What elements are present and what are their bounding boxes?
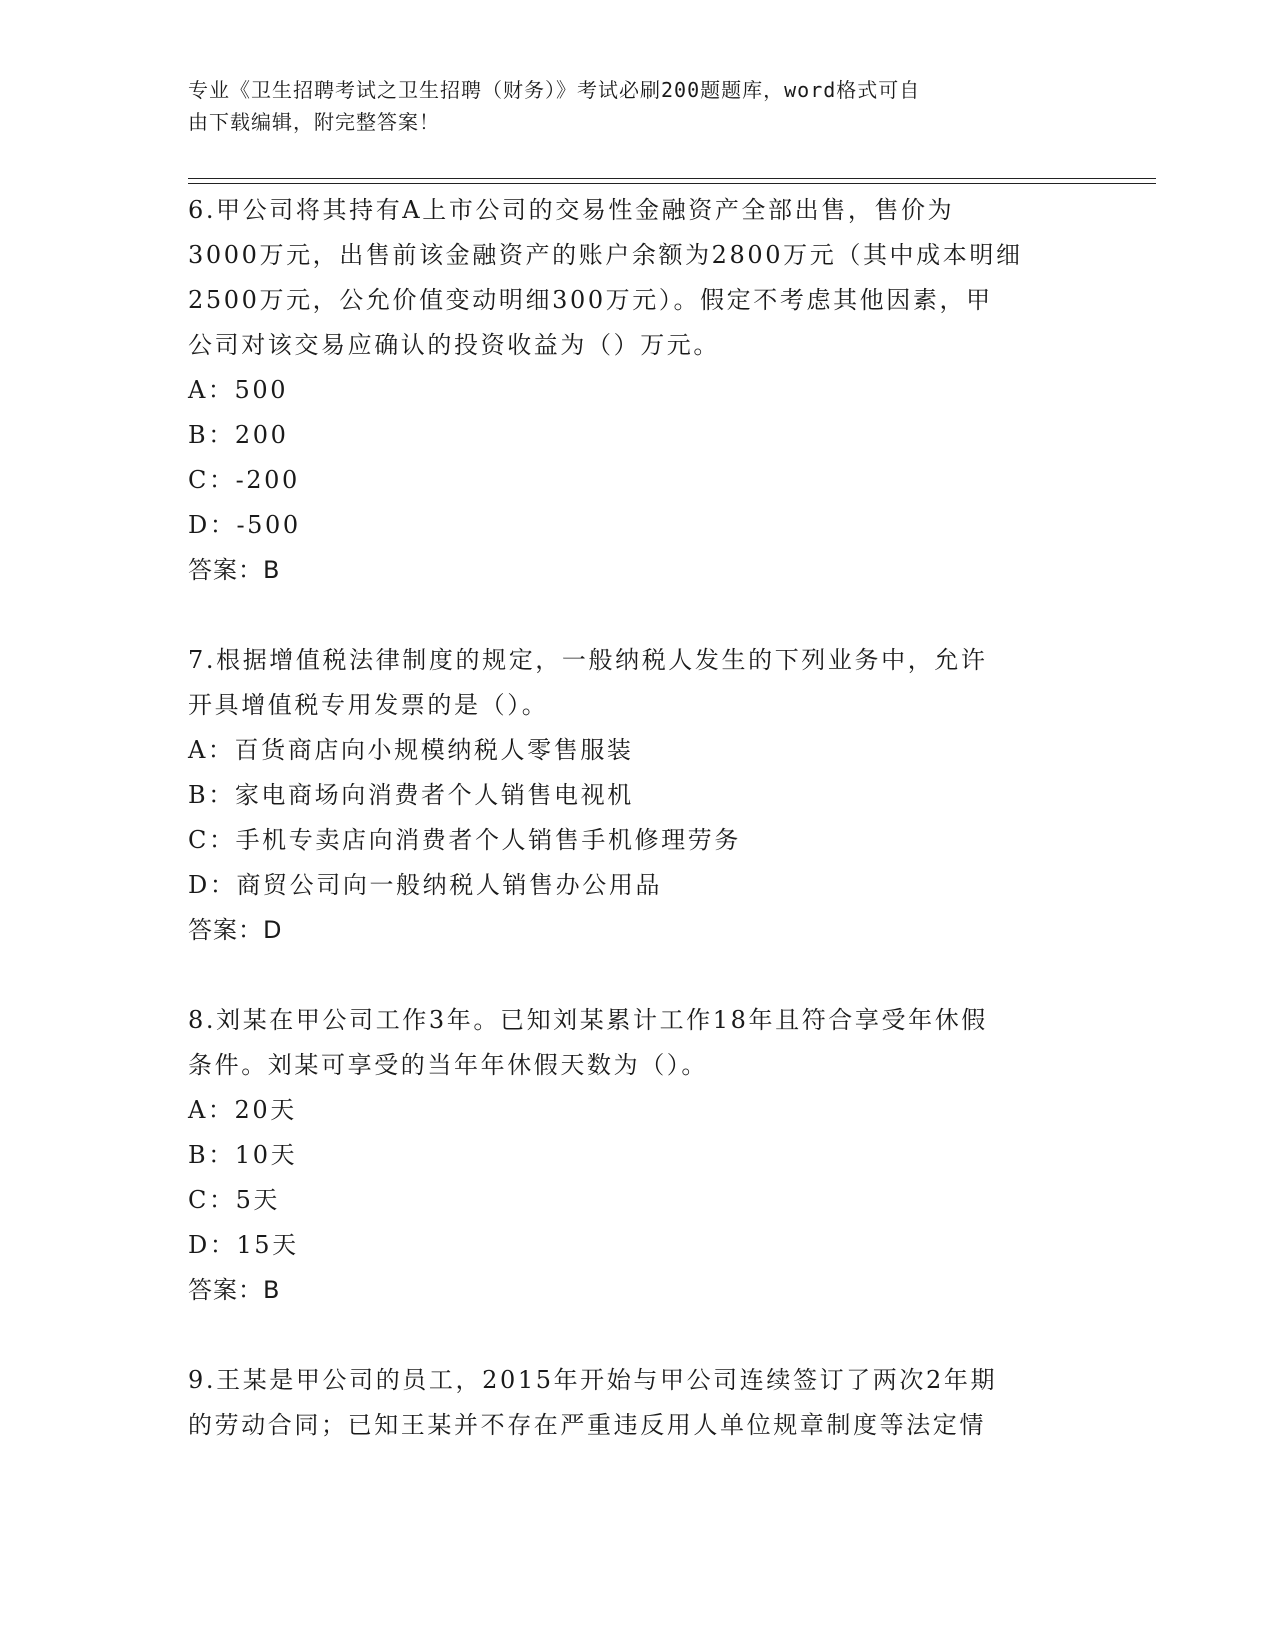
- document-header: [188, 74, 1068, 138]
- option-b: B：200: [188, 421, 289, 449]
- answer-line: 答案：D: [188, 916, 283, 944]
- question-stem-line: 公司对该交易应确认的投资收益为（）万元。: [188, 331, 720, 359]
- option-c: C：手机专卖店向消费者个人销售手机修理劳务: [188, 826, 741, 854]
- question-stem-line: 6.甲公司将其持有A上市公司的交易性金融资产全部出售，售价为: [188, 196, 955, 224]
- option-a: A：百货商店向小规模纳税人零售服装: [188, 736, 634, 764]
- question-9: [188, 1358, 1088, 1448]
- option-d: D：-500: [188, 511, 301, 539]
- option-d: D：商贸公司向一般纳税人销售办公用品: [188, 871, 663, 899]
- option-a: A：500: [188, 376, 289, 404]
- question-8: [188, 998, 1088, 1313]
- option-b: B：10天: [188, 1141, 298, 1169]
- header-line-1: 专业《卫生招聘考试之卫生招聘（财务）》考试必刷200题题库，word格式可自: [188, 78, 921, 102]
- option-a: A：20天: [188, 1096, 297, 1124]
- question-stem-line: 8.刘某在甲公司工作3年。已知刘某累计工作18年且符合享受年休假: [188, 1006, 988, 1034]
- question-stem-line: 7.根据增值税法律制度的规定，一般纳税人发生的下列业务中，允许: [188, 646, 988, 674]
- question-stem-line: 条件。刘某可享受的当年年休假天数为（）。: [188, 1051, 708, 1079]
- header-divider-bottom: [188, 183, 1156, 184]
- question-stem-line: 3000万元，出售前该金融资产的账户余额为2800万元（其中成本明细: [188, 241, 1023, 269]
- answer-line: 答案：B: [188, 556, 281, 584]
- question-spacer: [188, 953, 1088, 998]
- question-stem-line: 2500万元，公允价值变动明细300万元）。假定不考虑其他因素，甲: [188, 286, 993, 314]
- question-list: [188, 188, 1088, 1448]
- question-7: [188, 638, 1088, 953]
- question-stem-line: 9.王某是甲公司的员工，2015年开始与甲公司连续签订了两次2年期: [188, 1366, 998, 1394]
- header-divider-top: [188, 178, 1156, 179]
- option-d: D：15天: [188, 1231, 299, 1259]
- question-6: [188, 188, 1088, 593]
- header-line-2: 由下载编辑，附完整答案！: [188, 110, 440, 134]
- option-b: B：家电商场向消费者个人销售电视机: [188, 781, 634, 809]
- question-stem-line: 开具增值税专用发票的是（）。: [188, 691, 549, 719]
- question-stem-line: 的劳动合同；已知王某并不存在严重违反用人单位规章制度等法定情: [188, 1411, 986, 1439]
- question-spacer: [188, 1313, 1088, 1358]
- question-spacer: [188, 593, 1088, 638]
- option-c: C：-200: [188, 466, 300, 494]
- option-c: C：5天: [188, 1186, 281, 1214]
- answer-line: 答案：B: [188, 1276, 281, 1304]
